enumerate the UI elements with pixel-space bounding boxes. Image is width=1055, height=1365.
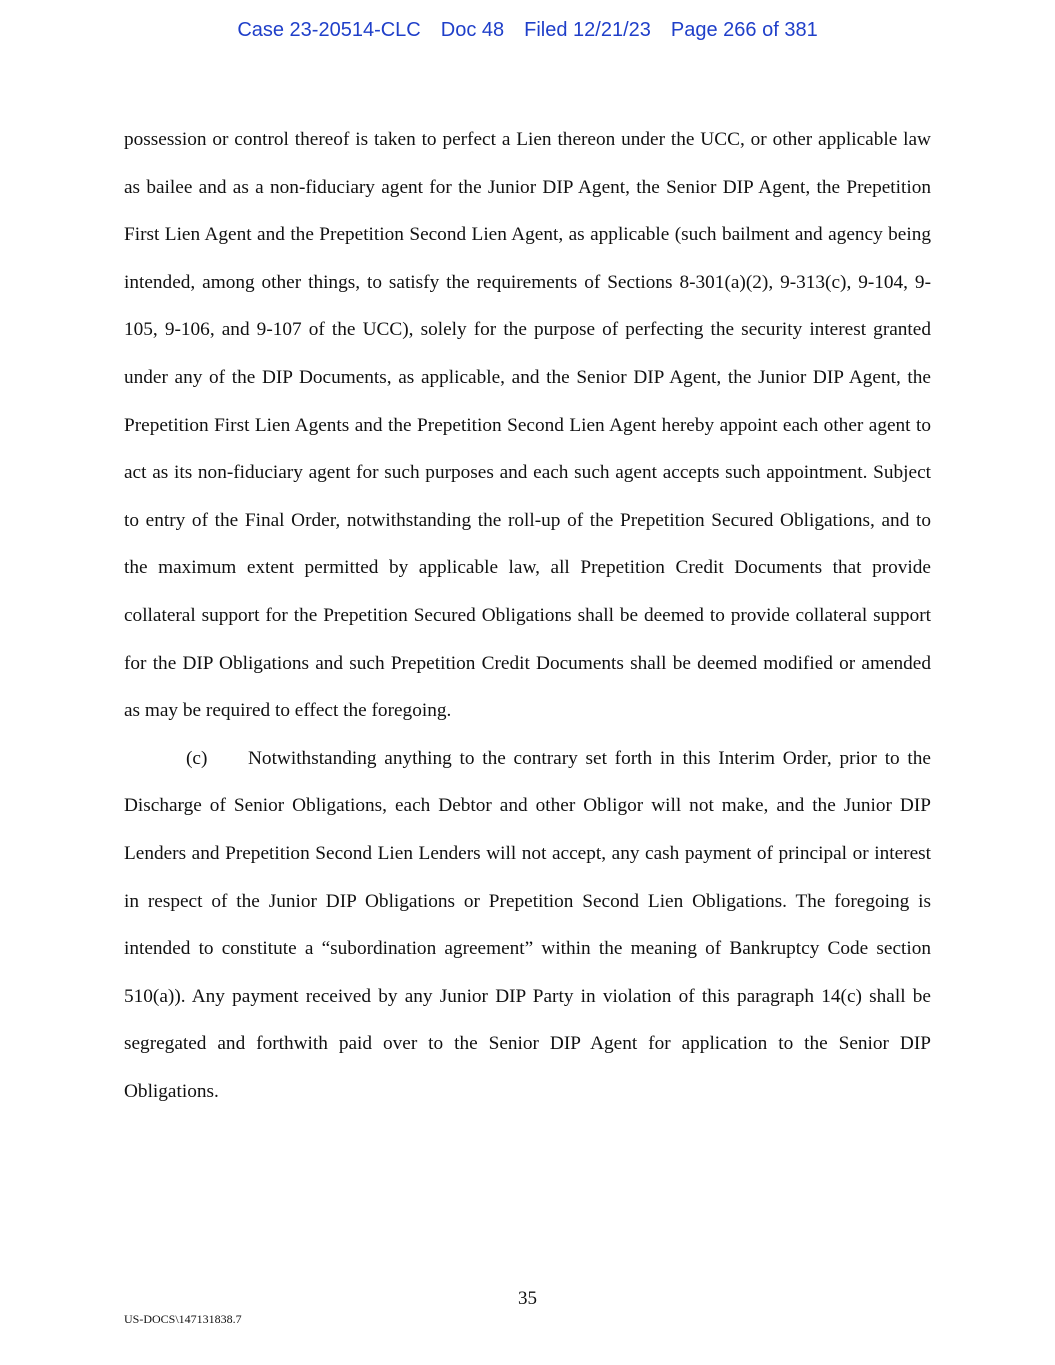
paragraph-c-label: (c) <box>186 747 208 769</box>
filed-date: Filed 12/21/23 <box>524 19 651 41</box>
doc-number: Doc 48 <box>440 19 505 41</box>
document-id: US-DOCS\147131838.7 <box>124 1312 242 1326</box>
paragraph-c <box>124 735 931 1116</box>
case-header <box>0 19 1055 42</box>
paragraph-c-text: Notwithstanding anything to the contrary set forth in this Interim Order, prior to the Discharge of Senior Obligations, each Debtor and other Obligor will not make, and the Junior DIP Lenders and Prepetition Second Lien Lenders will not accept, any cash payment of principal or interest in respect of the Junior DIP Obligations or Prepetition Second Lien Obligations. The foregoing is intended to constitute a “subordination agreement” within the meaning of Bankruptcy Code section 510(a)). Any payment received by any Junior DIP Party in violation of this paragraph 14(c) shall be segregated and forthwith paid over to the Senior DIP Agent for application to the Senior DIP Obligations. <box>124 747 931 1102</box>
page-of-total: Page 266 of 381 <box>670 19 818 41</box>
case-number: Case 23-20514-CLC <box>237 19 421 41</box>
page-number: 35 <box>518 1288 537 1309</box>
paragraph-continued: possession or control thereof is taken to perfect a Lien thereon under the UCC, or other applicable law as bailee and as a non-fiduciary agent for the Junior DIP Agent, the Senior DIP Agent, the Prepetition First Lien Agent and the Prepetition Second Lien Agent, as applicable (such bailment and agency being intended, among other things, to satisfy the requirements of Sections 8-301(a)(2), 9-313(c), 9-104, 9-105, 9-106, and 9-107 of the UCC), solely for the purpose of perfecting the security interest granted under any of the DIP Documents, as applicable, and the Senior DIP Agent, the Junior DIP Agent, the Prepetition First Lien Agents and the Prepetition Second Lien Agent hereby appoint each other agent to act as its non-fiduciary agent for such purposes and each such agent accepts such appointment. Subject to entry of the Final Order, notwithstanding the roll-up of the Prepetition Secured Obligations, and to the maximum extent permitted by applicable law, all Prepetition Credit Documents that provide collateral support for the Prepetition Secured Obligations shall be deemed to provide collateral support for the DIP Obligations and such Prepetition Credit Documents shall be deemed modified or amended as may be required to effect the foregoing. <box>124 129 931 722</box>
document-body <box>124 116 931 1115</box>
